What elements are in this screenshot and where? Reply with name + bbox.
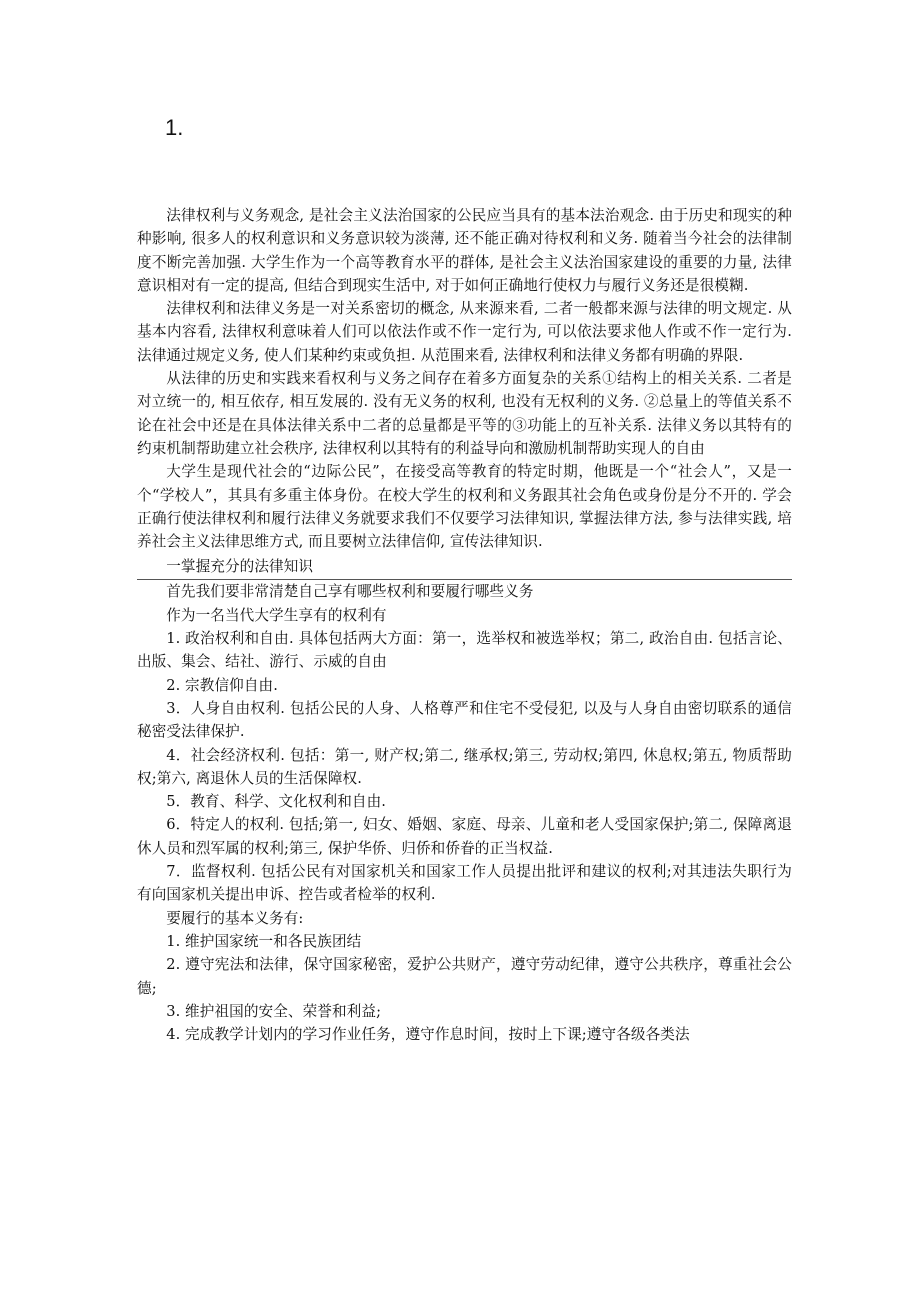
duties-item-3: 3. 维护祖国的安全、荣誉和利益; <box>166 1002 382 1020</box>
paragraph-1: 法律权利与义务观念, 是社会主义法治国家的公民应当具有的基本法治观念. 由于历史和现实的种种影响, 很多人的权利意识和义务意识较为淡薄, 还不能正确对待权利和义务. 随着当今社会的法律制度不断完善加强. 大学生作为一个高等教育水平的群体, 是社会主义法治国家建设的重要的力量, 法律意识相对有一定的提高, 但结合到现实生活中, 对于如何正确地行使权力与履行义务还是很模糊. <box>137 207 792 294</box>
rights-item-6: 6．特定人的权利. 包括;第一, 妇女、婚姻、家庭、母亲、儿童和老人受国家保护;第二, 保障离退休人员和烈军属的权利;第三, 保护华侨、归侨和侨眷的正当权益. <box>137 816 792 857</box>
paragraph-3: 从法律的历史和实践来看权利与义务之间存在着多方面复杂的关系①结构上的相关关系. 二者是对立统一的, 相互依存, 相互发展的. 没有无义务的权利, 也没有无权利的义务. ②总量上的等值关系不论在社会中还是在具体法律关系中二者的总量都是平等的③功能上的互补关系. 法律义务以其特有的约束机制帮助建立社会秩序, 法律权利以其特有的利益导向和激励机制帮助实现人的自由 <box>137 370 792 457</box>
rights-item-7: 7．监督权利. 包括公民有对国家机关和国家工作人员提出批评和建议的权利;对其违法失职行为有向国家机关提出申诉、控告或者检举的权利. <box>137 863 792 904</box>
paragraph-2: 法律权利和法律义务是一对关系密切的概念, 从来源来看, 二者一般都来源与法律的明文规定. 从基本内容看, 法律权利意味着人们可以依法作或不作一定行为, 可以依法要求他人作或不作一定行为. 法律通过规定义务, 使人们某种约束或负担. 从范围来看, 法律权利和法律义务都有明确的界限. <box>137 300 792 364</box>
heading-number: 1. <box>165 115 184 140</box>
intro-line-2: 作为一名当代大学生享有的权利有 <box>166 606 387 624</box>
rights-item-1: 1. 政治权利和自由. 具体包括两大方面：第一，选举权和被选举权；第二, 政治自由. 包括言论、出版、集会、结社、游行、示威的自由 <box>137 630 792 671</box>
duties-title: 要履行的基本义务有: <box>166 909 304 927</box>
rights-item-3: 3．人身自由权利. 包括公民的人身、人格尊严和住宅不受侵犯, 以及与人身自由密切联系的通信秘密受法律保护. <box>137 699 792 741</box>
intro-line-1: 首先我们要非常清楚自己享有哪些权利和要履行哪些义务 <box>166 583 534 601</box>
rights-item-4: 4．社会经济权利. 包括：第一, 财产权;第二, 继承权;第三, 劳动权;第四, 休息权;第五, 物质帮助权;第六, 离退休人员的生活保障权. <box>137 746 792 787</box>
rights-item-5: 5．教育、科学、文化权利和自由. <box>166 793 387 811</box>
duties-item-4: 4. 完成教学计划内的学习作业任务，遵守作息时间，按时上下课;遵守各级各类法 <box>166 1026 690 1044</box>
section-title: 一掌握充分的法律知识 <box>137 555 792 580</box>
paragraph-4: 大学生是现代社会的“边际公民”，在接受高等教育的特定时期，他既是一个“社会人”，又是一个“学校人”，其具有多重主体身份。在校大学生的权利和义务跟其社会角色或身份是分不开的. 学会正确行使法律权利和履行法律义务就要求我们不仅要学习法律知识, 掌握法律方法, 参与法律实践, 培养社会主义法律思维方式, 而且要树立法律信仰, 宣传法律知识. <box>137 463 792 551</box>
document-body <box>137 204 792 1046</box>
rights-item-2: 2. 宗教信仰自由. <box>166 676 278 694</box>
duties-item-2: 2. 遵守宪法和法律，保守国家秘密，爱护公共财产，遵守劳动纪律，遵守公共秩序，尊重社会公德; <box>137 956 792 997</box>
duties-item-1: 1. 维护国家统一和各民族团结 <box>166 932 362 950</box>
